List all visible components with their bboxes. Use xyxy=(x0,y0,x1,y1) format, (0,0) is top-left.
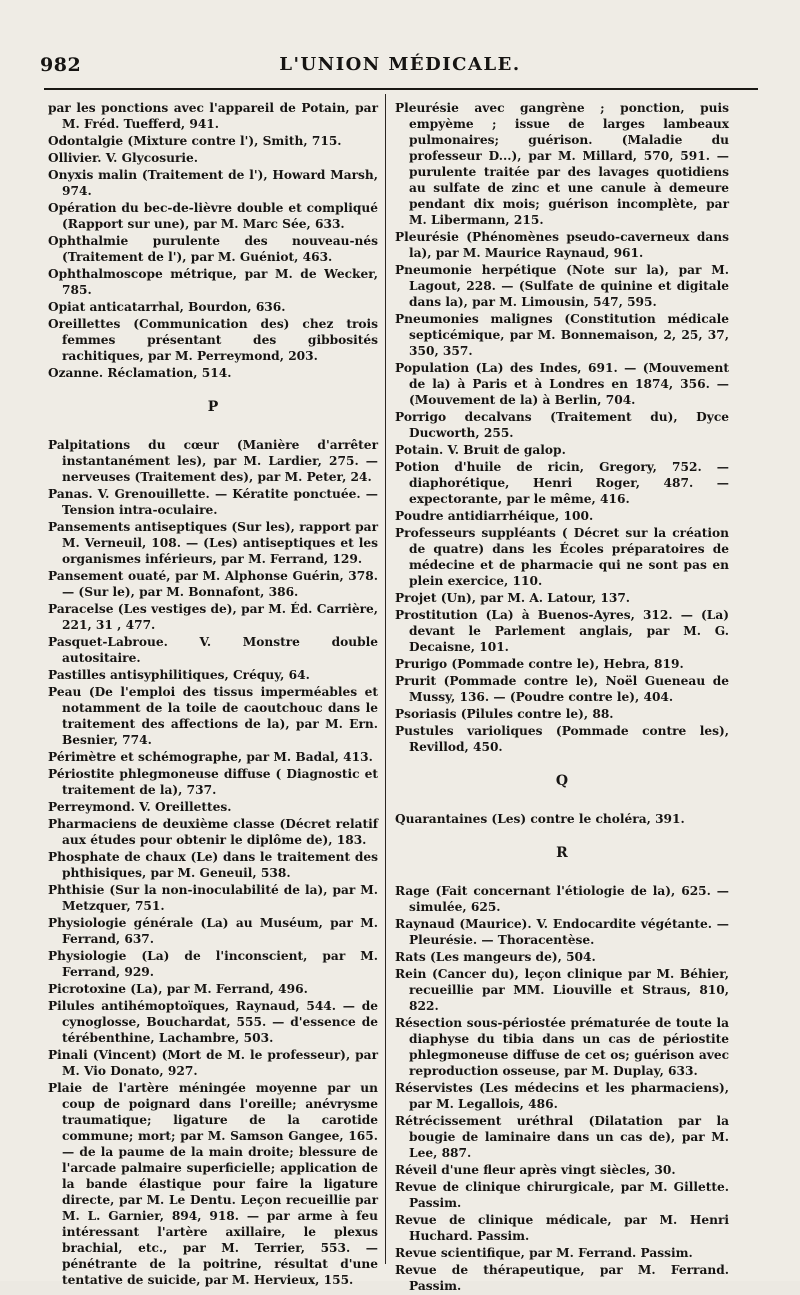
index-entry: Pleurésie (Phénomènes pseudo-caverneux dans la), par M. Maurice Raynaud, 961. xyxy=(395,230,729,260)
index-entry: Panas. V. Grenouillette. — Kératite ponctuée. — Tension intra-oculaire. xyxy=(48,487,378,517)
section-letter-p: P xyxy=(207,399,219,415)
index-entry: Rétrécissement uréthral (Dilatation par la bougie de laminaire dans un cas de), par M. Lee, 887. xyxy=(395,1114,729,1160)
entries-p xyxy=(48,437,378,1288)
index-entry: Odontalgie (Mixture contre l'), Smith, 715. xyxy=(48,134,342,148)
page-header xyxy=(40,54,760,84)
index-entry: Physiologie (La) de l'inconscient, par M. Ferrand, 929. xyxy=(48,949,378,979)
index-entry: Pustules varioliques (Pommade contre les), Revillod, 450. xyxy=(395,724,729,754)
index-entry: Pneumonies malignes (Constitution médicale septicémique, par M. Bonnemaison, 2, 25, 37, 350, 357. xyxy=(395,312,729,358)
index-entry: Onyxis malin (Traitement de l'), Howard Marsh, 974. xyxy=(48,168,378,198)
index-entry: Rats (Les mangeurs de), 504. xyxy=(395,950,596,964)
page-number: 982 xyxy=(40,54,82,76)
index-entry: Ozanne. Réclamation, 514. xyxy=(48,366,232,380)
index-entry: Psoriasis (Pilules contre le), 88. xyxy=(395,707,614,721)
index-entry: Quarantaines (Les) contre le choléra, 391. xyxy=(395,812,685,826)
index-entry: Périmètre et schémographe, par M. Badal, 413. xyxy=(48,750,373,764)
index-entry: Potain. V. Bruit de galop. xyxy=(395,443,566,457)
index-entry: Pharmaciens de deuxième classe (Décret relatif aux études pour obtenir le diplôme de), 183. xyxy=(48,817,378,847)
header-rule xyxy=(44,88,758,90)
journal-title: L'UNION MÉDICALE. xyxy=(279,54,521,75)
index-entry: Physiologie générale (La) au Muséum, par M. Ferrand, 637. xyxy=(48,916,378,946)
index-entry: Périostite phlegmoneuse diffuse ( Diagnostic et traitement de la), 737. xyxy=(48,767,378,797)
entries-p-continued xyxy=(395,100,729,755)
section-letter-r: R xyxy=(556,845,568,861)
index-entry: Projet (Un), par M. A. Latour, 137. xyxy=(395,591,631,605)
index-entry: Raynaud (Maurice). V. Endocardite végétante. — Pleurésie. — Thoracentèse. xyxy=(395,917,729,947)
index-entry: Pansement ouaté, par M. Alphonse Guérin, 378. — (Sur le), par M. Bonnafont, 386. xyxy=(48,569,378,599)
index-entry: Prurit (Pommade contre le), Noël Gueneau de Mussy, 136. — (Poudre contre le), 404. xyxy=(395,674,729,704)
index-entry: Prostitution (La) à Buenos-Ayres, 312. — (La) devant le Parlement anglais, par M. G. Decaisne, 101. xyxy=(395,608,729,654)
index-entry: Phthisie (Sur la non-inoculabilité de la), par M. Metzquer, 751. xyxy=(48,883,378,913)
index-entry: Réservistes (Les médecins et les pharmaciens), par M. Legallois, 486. xyxy=(395,1081,729,1111)
index-entry: Population (La) des Indes, 691. — (Mouvement de la) à Paris et à Londres en 1874, 356. — (Mouvement de la) à Berlin, 704. xyxy=(395,361,729,407)
index-entry: Professeurs suppléants ( Décret sur la création de quatre) dans les Écoles préparatoires de médecine et de pharmacie qui ne sont pas en plein exercice, 110. xyxy=(395,526,729,588)
index-entry: Ollivier. V. Glycosurie. xyxy=(48,151,199,165)
index-entry: Pansements antiseptiques (Sur les), rapport par M. Verneuil, 108. — (Les) antiseptiques et les organismes inférieurs, par M. Ferrand, 129. xyxy=(48,520,378,566)
left-column xyxy=(48,100,378,1289)
index-entry: Pneumonie herpétique (Note sur la), par M. Lagout, 228. — (Sulfate de quinine et digitale dans la), par M. Limousin, 547, 595. xyxy=(395,263,729,309)
index-entry: Résection sous-périostée prématurée de toute la diaphyse du tibia dans un cas de périostite phlegmoneuse diffuse de cet os; guérison avec reproduction osseuse, par M. Duplay, 633. xyxy=(395,1016,729,1078)
index-entry: Pilules antihémoptoïques, Raynaud, 544. — de cynoglosse, Bouchardat, 555. — d'essence de térébenthine, Lachambre, 503. xyxy=(48,999,378,1045)
index-entry: Porrigo decalvans (Traitement du), Dyce Ducworth, 255. xyxy=(395,410,729,440)
index-entry: Poudre antidiarrhéique, 100. xyxy=(395,509,594,523)
index-entry: Pasquet-Labroue. V. Monstre double autositaire. xyxy=(48,635,378,665)
index-entry: Rein (Cancer du), leçon clinique par M. Béhier, recueillie par MM. Liouville et Straus, 810, 822. xyxy=(395,967,729,1013)
index-entry: Palpitations du cœur (Manière d'arrêter instantanément les), par M. Lardier, 275. — nerveuses (Traitement des), par M. Peter, 24. xyxy=(48,438,378,484)
index-entry: Potion d'huile de ricin, Gregory, 752. — diaphorétique, Henri Roger, 487. — expectorante, par le même, 416. xyxy=(395,460,729,506)
index-entry: Picrotoxine (La), par M. Ferrand, 496. xyxy=(48,982,308,996)
index-entry: Opération du bec-de-lièvre double et compliqué (Rapport sur une), par M. Marc Sée, 633. xyxy=(48,201,378,231)
right-column xyxy=(395,100,729,1295)
index-entry: Revue de thérapeutique, par M. Ferrand. Passim. xyxy=(395,1263,729,1293)
index-entry: Revue de clinique médicale, par M. Henri Huchard. Passim. xyxy=(395,1213,729,1243)
index-entry: par les ponctions avec l'appareil de Potain, par M. Fréd. Tuefferd, 941. xyxy=(48,101,378,131)
index-entry: Revue de clinique chirurgicale, par M. Gillette. Passim. xyxy=(395,1180,729,1210)
index-entry: Revue scientifique, par M. Ferrand. Passim. xyxy=(395,1246,693,1260)
column-divider xyxy=(385,94,386,1264)
index-entry: Pleurésie avec gangrène ; ponction, puis empyème ; issue de larges lambeaux pulmonaires; guérison. (Maladie du professeur D...), par M. Millard, 570, 591. — purulente traitée par des lavages quotidiens au sulfate de zinc et une canule à demeure pendant dix mois; guérison incomplète, par M. Libermann, 215. xyxy=(395,101,729,227)
index-entry: Pastilles antisyphilitiques, Créquy, 64. xyxy=(48,668,310,682)
index-entry: Ophthalmoscope métrique, par M. de Wecker, 785. xyxy=(48,267,378,297)
index-entry: Ophthalmie purulente des nouveau-nés (Traitement de l'), par M. Guéniot, 463. xyxy=(48,234,378,264)
index-entry: Phosphate de chaux (Le) dans le traitement des phthisiques, par M. Geneuil, 538. xyxy=(48,850,378,880)
index-entry: Prurigo (Pommade contre le), Hebra, 819. xyxy=(395,657,684,671)
index-entry: Pinali (Vincent) (Mort de M. le professeur), par M. Vio Donato, 927. xyxy=(48,1048,378,1078)
index-entry: Paracelse (Les vestiges de), par M. Éd. Carrière, 221, 31 , 477. xyxy=(48,602,378,632)
entries-r xyxy=(395,883,729,1294)
section-letter-q: Q xyxy=(555,773,569,789)
index-entry: Peau (De l'emploi des tissus imperméables et notamment de la toile de caoutchouc dans le traitement des affections de la), par M. Ern. Besnier, 774. xyxy=(48,685,378,747)
index-entry: Perreymond. V. Oreillettes. xyxy=(48,800,232,814)
index-entry: Rage (Fait concernant l'étiologie de la), 625. — simulée, 625. xyxy=(395,884,729,914)
index-entry: Oreillettes (Communication des) chez trois femmes présentant des gibbosités rachitiques, par M. Perreymond, 203. xyxy=(48,317,378,363)
entries-q xyxy=(395,811,729,827)
index-entry: Réveil d'une fleur après vingt siècles, 30. xyxy=(395,1163,676,1177)
index-entry: Plaie de l'artère méningée moyenne par un coup de poignard dans l'oreille; anévrysme traumatique; ligature de la carotide commune; mort; par M. Samson Gangee, 165. — de la paume de la main droite; blessure de l'arcade palmaire superficielle; application de la bande élastique pour faire la ligature directe, par M. Le Dentu. Leçon recueillie par M. L. Garnier, 894, 918. — par arme à feu intéressant l'artère axillaire, le plexus brachial, etc., par M. Terrier, 553. — pénétrante de la poitrine, résultat d'une tentative de suicide, par M. Hervieux, 155. xyxy=(48,1081,378,1287)
entries-o xyxy=(48,100,378,381)
index-entry: Opiat anticatarrhal, Bourdon, 636. xyxy=(48,300,286,314)
